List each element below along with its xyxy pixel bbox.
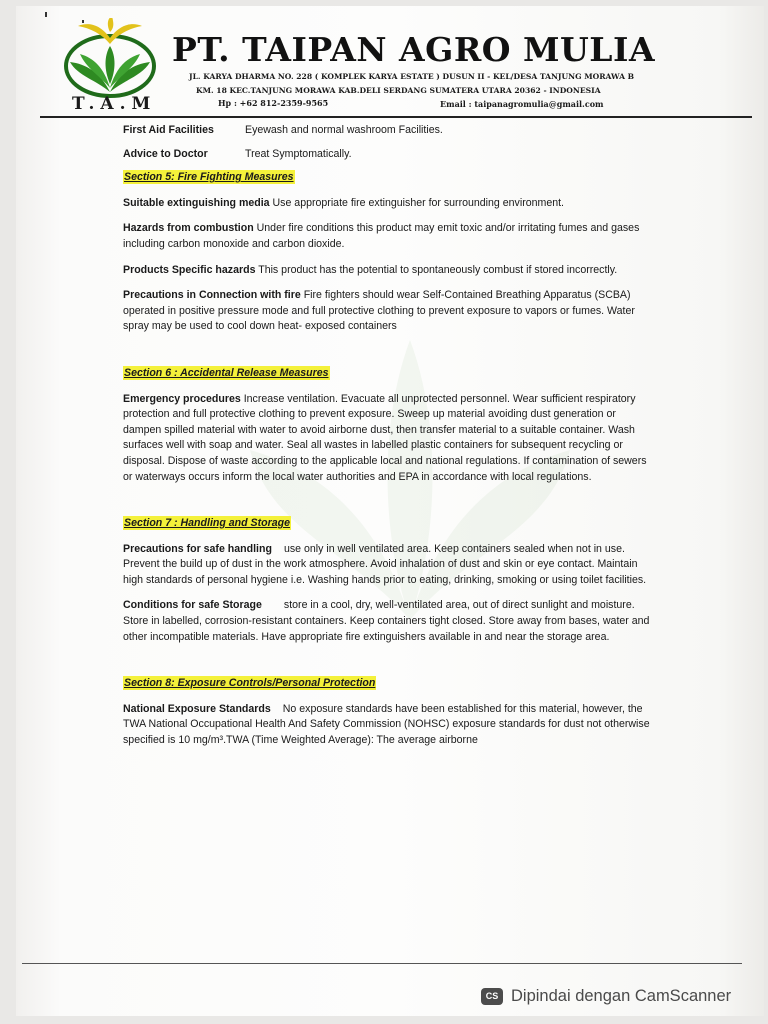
camscanner-watermark [481,984,731,1008]
address-line-1: JL. KARYA DHARMA NO. 228 ( KOMPLEK KARYA ESTATE ) DUSUN II - KEL/DESA TANJUNG MORAWA B [189,72,635,81]
field-label: Precautions in Connection with fire [123,289,301,302]
field-label: Conditions for safe Storage [123,599,262,612]
address-line-2: KM. 18 KEC.TANJUNG MORAWA KAB.DELI SERDANG SUMATERA UTARA 20362 - INDONESIA [196,86,601,95]
field-value: Eyewash and normal washroom Facilities. [245,124,443,136]
field-value: Fire fighters should wear Self-Contained Breathing Apparatus (SCBA) operated in positive pressure mode and full protective clothing to prevent exposure to vapors or fumes. Water spray may be used to cool down heat- exposed containers [123,289,635,333]
field-value: No exposure standards have been established for this material, however, the TWA National Occupational Health And Safety Commission (NOHSC) exposure standards for dust not otherwise specified is 10 mg/m³.TWA (Time Weighted Average): The average airborne [123,702,650,747]
field-label: Products Specific hazards [123,263,256,276]
field-value: This product has the potential to spontaneously combust if stored incorrectly. [255,263,618,276]
phone-number: Hp : +62 812-2359-9565 [218,98,329,108]
field-label: Advice to Doctor [123,147,208,160]
field-label: First Aid Facilities [123,124,214,136]
scan-mark [45,12,47,17]
field-label: Hazards from combustion [123,222,254,235]
field-value: use only in well ventilated area. Keep containers sealed when not in use. Prevent the build up of dust in the work atmosphere. Avoid inhalation of dust and skin or eye contact. Maintain high standards of personal hygiene i.e. Washing hands prior to eating, drinking, smoking or using toilet facilities. [123,542,647,586]
document-body [123,123,653,749]
advice-to-doctor-row [123,147,653,163]
field-value: Under fire conditions this product may emit toxic and/or irritating fumes and gases including carbon monoxide and carbon dioxide. [123,222,640,250]
email-address: Email : taipanagromulia@gmail.com [440,99,604,109]
extinguishing-media-paragraph [123,196,653,212]
emergency-procedures-paragraph [123,392,653,486]
section-6-heading: Section 6 : Accidental Release Measures [124,366,329,379]
section-7-heading: Section 7 : Handling and Storage [124,517,290,530]
fire-precautions-paragraph [123,288,653,335]
field-value: Increase ventilation. Evacuate all unprotected personnel. Wear sufficient respiratory protection and full protective clothing to prevent exposure. Sweep up material avoiding dust generation or dampen spilled material with water to avoid airborne dust, then transfer material to a suitable container. Wash surfaces well with soap and water. Seal all wastes in labelled plastic containers for subsequent recycling or disposal. Dispose of waste according to the applicable local and national regulations. If contamination of sewers or waterways occurs inform the local water authorities and EPA in accordance with local regulations. [123,392,647,483]
letterhead [0,0,768,120]
field-label: National Exposure Standards [123,702,271,715]
header-divider [40,116,752,118]
safe-handling-paragraph [123,542,653,589]
field-label: Precautions for safe handling [123,542,272,555]
exposure-standards-paragraph [123,702,653,749]
safe-storage-paragraph [123,598,653,645]
footer-divider [22,963,742,964]
combustion-hazards-paragraph [123,221,653,252]
section-8-heading: Section 8: Exposure Controls/Personal Protection [124,677,376,690]
field-value: Treat Symptomatically. [245,147,352,160]
section-5-heading: Section 5: Fire Fighting Measures [124,171,294,184]
logo-text: T.A.M [72,94,157,114]
specific-hazards-paragraph [123,263,653,279]
field-value: store in a cool, dry, well-ventilated area, out of direct sunlight and moisture. Store in labelled, corrosion-resistant containers. Keep containers tight closed. Store away from bases, water and other incompatible materials. Have appropriate fire extinguishers available in and near the storage area. [123,599,650,643]
camscanner-label: Dipindai dengan CamScanner [511,986,732,1005]
camscanner-icon: CS [481,988,503,1005]
field-label: Suitable extinguishing media [123,196,270,209]
field-value: Use appropriate fire extinguisher for surrounding environment. [269,196,565,209]
field-label: Emergency procedures [123,392,241,405]
first-aid-facilities-row [123,123,653,139]
company-name: PT. TAIPAN AGRO MULIA [172,30,656,69]
company-logo-icon [60,18,160,98]
